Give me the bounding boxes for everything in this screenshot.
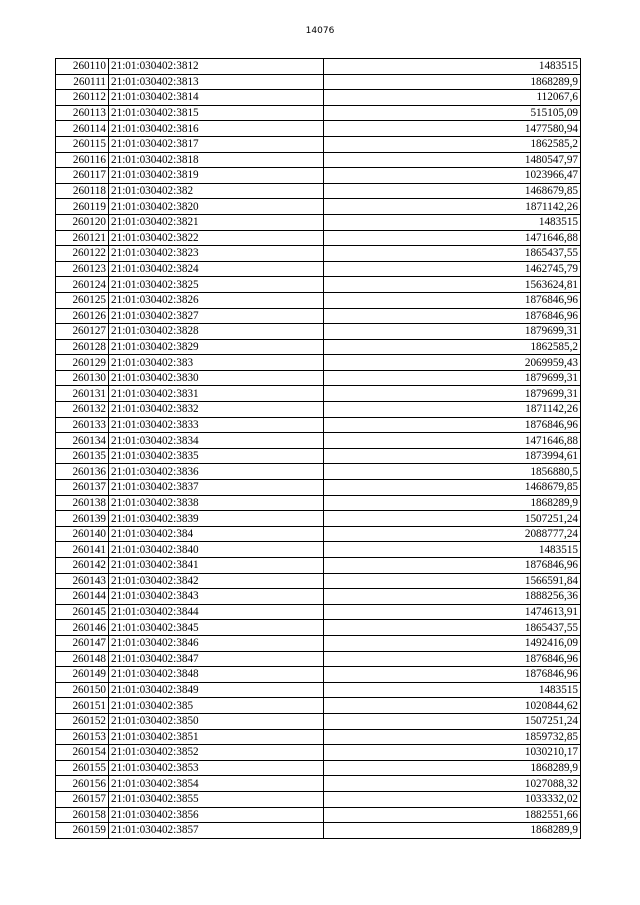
value-cell: 1856880,5	[324, 464, 581, 480]
row-number-cell: 260110	[56, 59, 109, 75]
page-number: 14076	[305, 26, 335, 36]
value-cell: 1474613,91	[324, 604, 581, 620]
table-row	[56, 807, 581, 823]
row-number-cell: 260129	[56, 355, 109, 371]
value-cell: 112067,6	[324, 90, 581, 106]
cadastral-number-cell: 21:01:030402:3814	[109, 90, 324, 106]
cadastral-number-cell: 21:01:030402:3816	[109, 121, 324, 137]
row-number-cell: 260113	[56, 105, 109, 121]
table-row	[56, 152, 581, 168]
row-number-cell: 260144	[56, 589, 109, 605]
row-number-cell: 260159	[56, 823, 109, 839]
value-cell: 1876846,96	[324, 667, 581, 683]
row-number-cell: 260131	[56, 386, 109, 402]
value-cell: 1876846,96	[324, 308, 581, 324]
cadastral-number-cell: 21:01:030402:3846	[109, 635, 324, 651]
row-number-cell: 260146	[56, 620, 109, 636]
value-cell: 1871142,26	[324, 199, 581, 215]
cadastral-number-cell: 21:01:030402:3848	[109, 667, 324, 683]
value-cell: 2088777,24	[324, 526, 581, 542]
value-cell: 1879699,31	[324, 386, 581, 402]
table-row	[56, 370, 581, 386]
value-cell: 1876846,96	[324, 292, 581, 308]
value-cell: 1876846,96	[324, 558, 581, 574]
table-row	[56, 698, 581, 714]
table-row	[56, 168, 581, 184]
value-cell: 1868289,9	[324, 74, 581, 90]
value-cell: 1471646,88	[324, 433, 581, 449]
value-cell: 2069959,43	[324, 355, 581, 371]
row-number-cell: 260150	[56, 682, 109, 698]
table-row	[56, 464, 581, 480]
table-row	[56, 682, 581, 698]
cadastral-number-cell: 21:01:030402:3834	[109, 433, 324, 449]
value-cell: 1865437,55	[324, 620, 581, 636]
value-cell: 1865437,55	[324, 246, 581, 262]
cadastral-number-cell: 21:01:030402:3831	[109, 386, 324, 402]
table-row	[56, 261, 581, 277]
table-row	[56, 183, 581, 199]
cadastral-number-cell: 21:01:030402:3826	[109, 292, 324, 308]
row-number-cell: 260140	[56, 526, 109, 542]
table-row	[56, 542, 581, 558]
row-number-cell: 260121	[56, 230, 109, 246]
row-number-cell: 260138	[56, 495, 109, 511]
value-cell: 1871142,26	[324, 402, 581, 418]
row-number-cell: 260112	[56, 90, 109, 106]
value-cell: 1882551,66	[324, 807, 581, 823]
row-number-cell: 260135	[56, 448, 109, 464]
row-number-cell: 260152	[56, 713, 109, 729]
row-number-cell: 260124	[56, 277, 109, 293]
value-cell: 1873994,61	[324, 448, 581, 464]
value-cell: 1492416,09	[324, 635, 581, 651]
cadastral-number-cell: 21:01:030402:385	[109, 698, 324, 714]
value-cell: 1468679,85	[324, 183, 581, 199]
value-cell: 1483515	[324, 542, 581, 558]
cadastral-number-cell: 21:01:030402:3844	[109, 604, 324, 620]
cadastral-number-cell: 21:01:030402:382	[109, 183, 324, 199]
row-number-cell: 260114	[56, 121, 109, 137]
cadastral-number-cell: 21:01:030402:3854	[109, 776, 324, 792]
cadastral-number-cell: 21:01:030402:3832	[109, 402, 324, 418]
table-row	[56, 355, 581, 371]
value-cell: 1862585,2	[324, 136, 581, 152]
row-number-cell: 260151	[56, 698, 109, 714]
table-row	[56, 823, 581, 839]
row-number-cell: 260148	[56, 651, 109, 667]
row-number-cell: 260141	[56, 542, 109, 558]
value-cell: 1033332,02	[324, 791, 581, 807]
value-cell: 1876846,96	[324, 651, 581, 667]
table-row	[56, 292, 581, 308]
row-number-cell: 260153	[56, 729, 109, 745]
cadastral-number-cell: 21:01:030402:3818	[109, 152, 324, 168]
table-row	[56, 136, 581, 152]
value-cell: 1020844,62	[324, 698, 581, 714]
cadastral-number-cell: 21:01:030402:3851	[109, 729, 324, 745]
cadastral-number-cell: 21:01:030402:3853	[109, 760, 324, 776]
value-cell: 1483515	[324, 59, 581, 75]
cadastral-number-cell: 21:01:030402:3821	[109, 214, 324, 230]
cadastral-number-cell: 21:01:030402:3845	[109, 620, 324, 636]
cadastral-number-cell: 21:01:030402:3852	[109, 745, 324, 761]
value-cell: 1879699,31	[324, 324, 581, 340]
cadastral-number-cell: 21:01:030402:3813	[109, 74, 324, 90]
cadastral-number-cell: 21:01:030402:3850	[109, 713, 324, 729]
cadastral-number-cell: 21:01:030402:3829	[109, 339, 324, 355]
value-cell: 1859732,85	[324, 729, 581, 745]
cadastral-number-cell: 21:01:030402:3856	[109, 807, 324, 823]
row-number-cell: 260123	[56, 261, 109, 277]
value-cell: 1862585,2	[324, 339, 581, 355]
value-cell: 515105,09	[324, 105, 581, 121]
table-row	[56, 526, 581, 542]
row-number-cell: 260111	[56, 74, 109, 90]
table-row	[56, 480, 581, 496]
value-cell: 1879699,31	[324, 370, 581, 386]
cadastral-number-cell: 21:01:030402:3815	[109, 105, 324, 121]
table-row	[56, 105, 581, 121]
row-number-cell: 260116	[56, 152, 109, 168]
table-row	[56, 121, 581, 137]
cadastral-number-cell: 21:01:030402:3835	[109, 448, 324, 464]
row-number-cell: 260117	[56, 168, 109, 184]
row-number-cell: 260127	[56, 324, 109, 340]
row-number-cell: 260118	[56, 183, 109, 199]
cadastral-number-cell: 21:01:030402:3828	[109, 324, 324, 340]
table-row	[56, 339, 581, 355]
table-row	[56, 667, 581, 683]
cadastral-number-cell: 21:01:030402:3819	[109, 168, 324, 184]
table-row	[56, 324, 581, 340]
cadastral-number-cell: 21:01:030402:3857	[109, 823, 324, 839]
value-cell: 1468679,85	[324, 480, 581, 496]
row-number-cell: 260145	[56, 604, 109, 620]
value-cell: 1477580,94	[324, 121, 581, 137]
cadastral-number-cell: 21:01:030402:3833	[109, 417, 324, 433]
table-row	[56, 308, 581, 324]
cadastral-number-cell: 21:01:030402:384	[109, 526, 324, 542]
cadastral-number-cell: 21:01:030402:3849	[109, 682, 324, 698]
cadastral-number-cell: 21:01:030402:3840	[109, 542, 324, 558]
table-row	[56, 604, 581, 620]
table-row	[56, 277, 581, 293]
table-row	[56, 402, 581, 418]
cadastral-number-cell: 21:01:030402:3823	[109, 246, 324, 262]
value-cell: 1868289,9	[324, 495, 581, 511]
value-cell: 1483515	[324, 214, 581, 230]
table-body	[56, 59, 581, 839]
row-number-cell: 260125	[56, 292, 109, 308]
row-number-cell: 260134	[56, 433, 109, 449]
cadastral-number-cell: 21:01:030402:3842	[109, 573, 324, 589]
table-row	[56, 776, 581, 792]
table-row	[56, 729, 581, 745]
value-cell: 1480547,97	[324, 152, 581, 168]
value-cell: 1868289,9	[324, 760, 581, 776]
table-row	[56, 791, 581, 807]
value-cell: 1483515	[324, 682, 581, 698]
cadastral-number-cell: 21:01:030402:3855	[109, 791, 324, 807]
cadastral-number-cell: 21:01:030402:3837	[109, 480, 324, 496]
cadastral-number-cell: 21:01:030402:3817	[109, 136, 324, 152]
table-row	[56, 635, 581, 651]
row-number-cell: 260154	[56, 745, 109, 761]
row-number-cell: 260139	[56, 511, 109, 527]
table-row	[56, 573, 581, 589]
table-row	[56, 651, 581, 667]
row-number-cell: 260155	[56, 760, 109, 776]
cadastral-number-cell: 21:01:030402:3822	[109, 230, 324, 246]
table-row	[56, 620, 581, 636]
row-number-cell: 260149	[56, 667, 109, 683]
row-number-cell: 260158	[56, 807, 109, 823]
cadastral-number-cell: 21:01:030402:3824	[109, 261, 324, 277]
table-row	[56, 246, 581, 262]
cadastral-number-cell: 21:01:030402:3827	[109, 308, 324, 324]
table-row	[56, 745, 581, 761]
row-number-cell: 260130	[56, 370, 109, 386]
table-row	[56, 589, 581, 605]
value-cell: 1563624,81	[324, 277, 581, 293]
value-cell: 1507251,24	[324, 713, 581, 729]
row-number-cell: 260133	[56, 417, 109, 433]
row-number-cell: 260147	[56, 635, 109, 651]
value-cell: 1471646,88	[324, 230, 581, 246]
table-row	[56, 511, 581, 527]
cadastral-number-cell: 21:01:030402:3836	[109, 464, 324, 480]
table-row	[56, 386, 581, 402]
table-row	[56, 495, 581, 511]
row-number-cell: 260157	[56, 791, 109, 807]
value-cell: 1023966,47	[324, 168, 581, 184]
table-row	[56, 59, 581, 75]
cadastral-number-cell: 21:01:030402:3838	[109, 495, 324, 511]
row-number-cell: 260142	[56, 558, 109, 574]
cadastral-number-cell: 21:01:030402:3839	[109, 511, 324, 527]
row-number-cell: 260136	[56, 464, 109, 480]
table-row	[56, 417, 581, 433]
row-number-cell: 260132	[56, 402, 109, 418]
value-cell: 1030210,17	[324, 745, 581, 761]
cadastral-number-cell: 21:01:030402:3825	[109, 277, 324, 293]
value-cell: 1462745,79	[324, 261, 581, 277]
cadastral-number-cell: 21:01:030402:3847	[109, 651, 324, 667]
cadastral-number-cell: 21:01:030402:3843	[109, 589, 324, 605]
value-cell: 1876846,96	[324, 417, 581, 433]
row-number-cell: 260120	[56, 214, 109, 230]
cadastral-number-cell: 21:01:030402:3830	[109, 370, 324, 386]
table-row	[56, 230, 581, 246]
cadastral-number-cell: 21:01:030402:383	[109, 355, 324, 371]
row-number-cell: 260137	[56, 480, 109, 496]
row-number-cell: 260156	[56, 776, 109, 792]
row-number-cell: 260115	[56, 136, 109, 152]
table-row	[56, 448, 581, 464]
row-number-cell: 260126	[56, 308, 109, 324]
table-row	[56, 214, 581, 230]
row-number-cell: 260128	[56, 339, 109, 355]
table-row	[56, 199, 581, 215]
value-cell: 1566591,84	[324, 573, 581, 589]
cadastral-table	[55, 58, 581, 839]
value-cell: 1868289,9	[324, 823, 581, 839]
cadastral-number-cell: 21:01:030402:3820	[109, 199, 324, 215]
table-row	[56, 558, 581, 574]
cadastral-number-cell: 21:01:030402:3812	[109, 59, 324, 75]
table-row	[56, 760, 581, 776]
value-cell: 1027088,32	[324, 776, 581, 792]
row-number-cell: 260119	[56, 199, 109, 215]
table-row	[56, 74, 581, 90]
value-cell: 1507251,24	[324, 511, 581, 527]
cadastral-number-cell: 21:01:030402:3841	[109, 558, 324, 574]
table-row	[56, 433, 581, 449]
value-cell: 1888256,36	[324, 589, 581, 605]
table-row	[56, 90, 581, 106]
row-number-cell: 260143	[56, 573, 109, 589]
table-row	[56, 713, 581, 729]
row-number-cell: 260122	[56, 246, 109, 262]
